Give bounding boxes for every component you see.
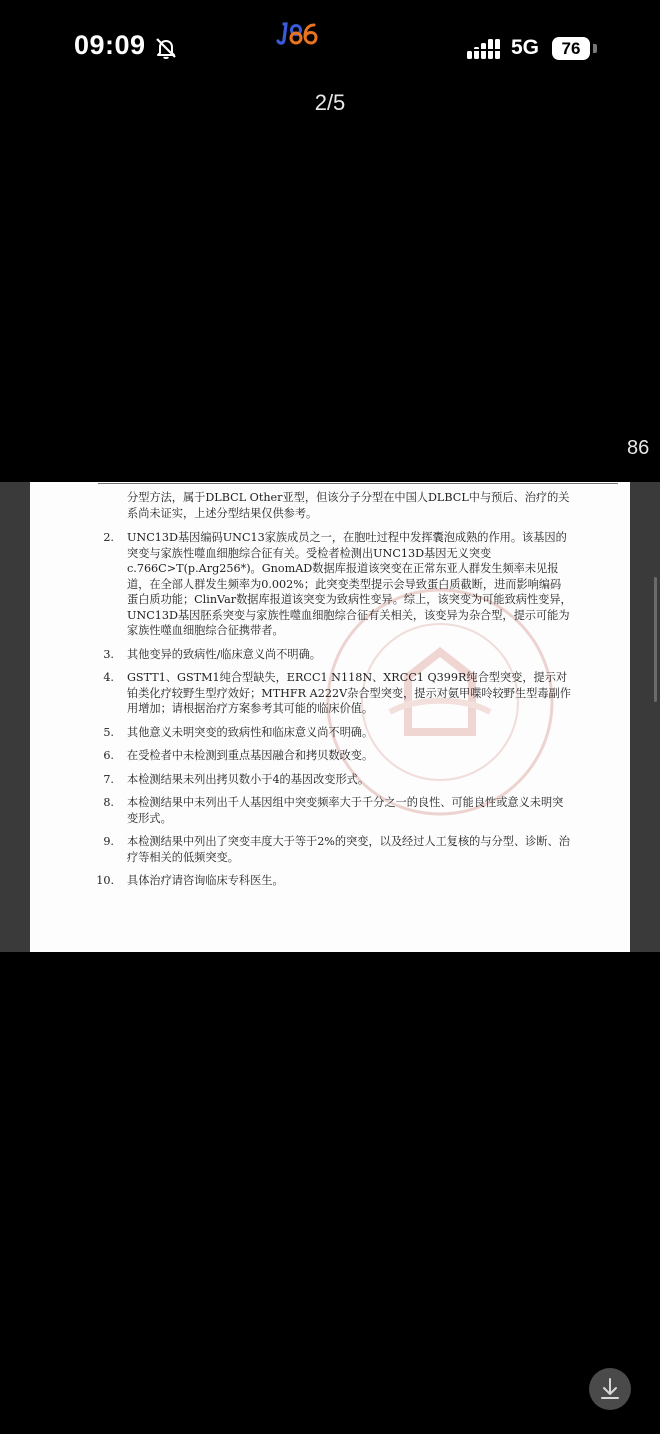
list-item [30, 647, 630, 663]
status-time: 09:09 [74, 30, 146, 60]
list-item [30, 670, 630, 717]
list-item-text: UNC13D基因编码UNC13家族成员之一，在胞吐过程中发挥囊泡成熟的作用。该基因的突变与家族性噬血细胞综合征有关。受检者检测出UNC13D基因无义突变c.766C>T(p.Arg256*)。GnomAD数据库报道该突变在正常东亚人群发生频率未见报道，在全部人群发生频率为0.002%；此突变类型提示会导致蛋白质截断，进而影响编码蛋白质功能；ClinVar数据库报道该突变为致病性变异。综上，该突变为可能致病性变异，UNC13D基因胚系突变与家族性噬血细胞综合征有关相关，该变异为杂合型，提示可能为家族性噬血细胞综合征携带者。 [127, 531, 572, 637]
download-button[interactable] [589, 1368, 631, 1410]
list-item-number: 2. [103, 531, 114, 544]
report-notes [30, 490, 630, 897]
image-strip[interactable] [0, 482, 660, 952]
list-item [30, 772, 630, 788]
list-item-text: 在受检者中未检测到重点基因融合和拷贝数改变。 [127, 749, 374, 762]
status-bar [0, 0, 660, 100]
app-logo-icon [274, 20, 320, 48]
list-item [30, 834, 630, 865]
list-item-number: 3. [103, 647, 114, 661]
list-item-text: 具体治疗请咨询临床专科医生。 [127, 874, 284, 887]
battery-cap [593, 44, 597, 53]
list-item-number: 4. [103, 671, 114, 684]
list-item-number: 6. [103, 749, 114, 762]
list-item-text: 分型方法，属于DLBCL Other亚型，但该分子分型在中国人DLBCL中与预后、治疗的关系尚未证实，上述分型结果仅供参考。 [127, 491, 570, 520]
list-item [30, 725, 630, 741]
list-item [30, 795, 630, 826]
list-item-number: 7. [103, 772, 114, 786]
scroll-indicator[interactable] [654, 577, 657, 702]
list-item-text: 其他意义未明突变的致病性和临床意义尚不明确。 [127, 725, 374, 739]
list-item-number: 8. [103, 796, 114, 809]
list-item-text: 本检测结果未列出拷贝数小于4的基因改变形式。 [127, 772, 370, 786]
list-item [30, 873, 630, 889]
list-item-continuation [30, 490, 630, 521]
list-item [30, 748, 630, 764]
signal-bars-icon [466, 38, 502, 60]
list-item-number: 5. [103, 725, 114, 739]
page-top-rule [98, 483, 618, 484]
list-item-text: 其他变异的致病性/临床意义尚不明确。 [127, 647, 321, 661]
network-type: 5G [511, 36, 540, 59]
list-item [30, 530, 630, 639]
document-page-image[interactable] [30, 482, 630, 952]
battery-indicator [552, 37, 590, 60]
list-item-text: 本检测结果中未列出千人基因组中突变频率大于千分之一的良性、可能良性或意义未明突变形式。 [127, 796, 564, 825]
list-item-number: 9. [103, 835, 114, 848]
list-item-text: 本检测结果中列出了突变丰度大于等于2%的突变，以及经过人工复核的与分型、诊断、治疗等相关的低频突变。 [127, 835, 570, 864]
next-page-peek-text: 86 [627, 437, 650, 459]
list-item-text: GSTT1、GSTM1纯合型缺失，ERCC1 N118N、XRCC1 Q399R纯合型突变，提示对铂类化疗较野生型疗效好；MTHFR A222V杂合型突变，提示对氨甲喋呤较野生型毒副作用增加；请根据治疗方案参考其可能的临床价值。 [127, 671, 571, 715]
bell-slash-icon [154, 36, 178, 60]
battery-level: 76 [561, 38, 581, 58]
download-arrow-icon [597, 1376, 623, 1402]
page-counter: 2/5 [314, 90, 346, 115]
next-page-peek[interactable] [630, 482, 660, 952]
list-item-number: 10. [96, 874, 114, 887]
